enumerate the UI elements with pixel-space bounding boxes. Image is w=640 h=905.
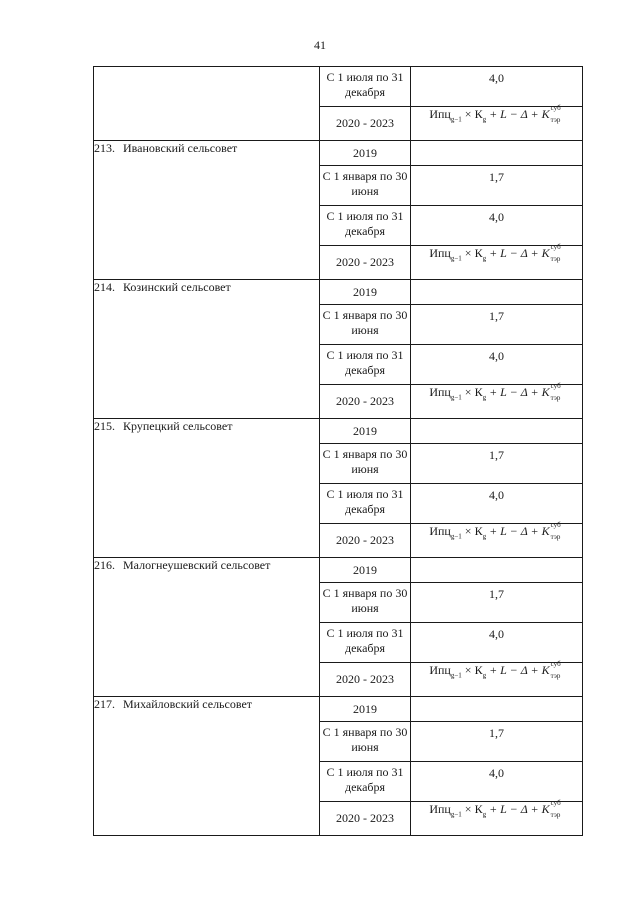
period-cell (320, 484, 411, 524)
entry-number: 216. (94, 558, 115, 572)
period-cell (320, 67, 411, 107)
period-cell (320, 444, 411, 484)
table-row (94, 280, 583, 305)
period-cell (320, 280, 411, 305)
tariff-table-body (94, 67, 583, 836)
table-row (94, 141, 583, 166)
settlement-name-cell (94, 67, 320, 141)
period-cell (320, 385, 411, 419)
period-cell (320, 663, 411, 697)
page-number: 41 (314, 38, 326, 52)
formula-cell (411, 382, 583, 419)
period-cell (320, 141, 411, 166)
value-text: 4,0 (489, 210, 504, 224)
entry-number: 215. (94, 419, 115, 433)
period-cell (320, 802, 411, 836)
value-text: 1,7 (489, 726, 504, 740)
value-text: 4,0 (489, 71, 504, 85)
value-text (411, 141, 582, 145)
formula: $Ипц_{g-1} \times К_g + L - \Delta + K$ суб тэр (429, 243, 561, 263)
value-text: 1,7 (489, 309, 504, 323)
period-cell (320, 419, 411, 444)
settlement-name-cell (94, 558, 320, 697)
formula-cell (411, 799, 583, 836)
table-row (94, 419, 583, 444)
period-cell (320, 558, 411, 583)
value-cell (411, 444, 583, 484)
period-text: С 1 июля по 31 декабря (326, 765, 404, 794)
value-text (411, 280, 582, 284)
period-text: 2019 (353, 423, 377, 438)
period-text: 2020 - 2023 (336, 672, 394, 686)
period-text: 2020 - 2023 (336, 255, 394, 269)
entry-number: 214. (94, 280, 115, 294)
value-cell (411, 583, 583, 623)
settlement-name: Козинский сельсовет (123, 280, 231, 294)
value-text (411, 419, 582, 423)
period-cell (320, 246, 411, 280)
formula-cell (411, 521, 583, 558)
value-cell (411, 697, 583, 722)
table-row (94, 697, 583, 722)
value-text (411, 558, 582, 562)
value-text: 1,7 (489, 587, 504, 601)
period-text: 2019 (353, 145, 377, 160)
settlement-name: Ивановский сельсовет (123, 141, 238, 155)
tariff-table (93, 66, 583, 836)
period-cell (320, 583, 411, 623)
table-row (94, 558, 583, 583)
period-cell (320, 524, 411, 558)
value-text: 4,0 (489, 766, 504, 780)
value-text: 1,7 (489, 170, 504, 184)
period-text: 2020 - 2023 (336, 116, 394, 130)
entry-number: 217. (94, 697, 115, 711)
period-text: С 1 июля по 31 декабря (326, 209, 404, 238)
formula: $Ипц_{g-1} \times К_g + L - \Delta + K$ суб тэр (429, 521, 561, 541)
period-cell (320, 166, 411, 206)
value-text (411, 697, 582, 701)
value-cell (411, 558, 583, 583)
period-cell (320, 206, 411, 246)
formula-cell (411, 660, 583, 697)
formula: $Ипц_{g-1} \times К_g + L - \Delta + K$ суб тэр (429, 660, 561, 680)
period-text: 2020 - 2023 (336, 811, 394, 825)
period-text: С 1 июля по 31 декабря (326, 487, 404, 516)
settlement-name-cell (94, 280, 320, 419)
period-cell (320, 107, 411, 141)
period-text: С 1 июля по 31 декабря (326, 626, 404, 655)
period-cell (320, 697, 411, 722)
value-cell (411, 280, 583, 305)
period-text: 2019 (353, 562, 377, 577)
period-text: С 1 июля по 31 декабря (326, 70, 404, 99)
value-text: 4,0 (489, 349, 504, 363)
period-text: С 1 января по 30 июня (322, 308, 408, 337)
settlement-name-cell (94, 419, 320, 558)
period-text: С 1 июля по 31 декабря (326, 348, 404, 377)
settlement-name-cell (94, 141, 320, 280)
formula-cell (411, 243, 583, 280)
table-row (94, 67, 583, 107)
formula-cell (411, 104, 583, 141)
formula: $Ипц_{g-1} \times К_g + L - \Delta + K$ суб тэр (429, 799, 561, 819)
period-text: С 1 января по 30 июня (322, 586, 408, 615)
period-text: 2020 - 2023 (336, 533, 394, 547)
value-text: 1,7 (489, 448, 504, 462)
period-text: С 1 января по 30 июня (322, 725, 408, 754)
formula: $Ипц_{g-1} \times К_g + L - \Delta + K$ суб тэр (429, 104, 561, 124)
value-cell (411, 166, 583, 206)
period-text: 2019 (353, 701, 377, 716)
formula: $Ипц_{g-1} \times К_g + L - \Delta + K$ суб тэр (429, 382, 561, 402)
settlement-name-cell (94, 697, 320, 836)
period-cell (320, 305, 411, 345)
entry-number: 213. (94, 141, 115, 155)
period-cell (320, 722, 411, 762)
period-cell (320, 623, 411, 663)
settlement-name: Крупецкий сельсовет (123, 419, 233, 433)
value-text: 4,0 (489, 627, 504, 641)
value-cell (411, 722, 583, 762)
value-cell (411, 141, 583, 166)
settlement-name: Малогнеушевский сельсовет (123, 558, 271, 572)
value-text: 4,0 (489, 488, 504, 502)
settlement-name: Михайловский сельсовет (123, 697, 253, 711)
period-text: 2019 (353, 284, 377, 299)
period-text: С 1 января по 30 июня (322, 447, 408, 476)
value-cell (411, 305, 583, 345)
period-cell (320, 345, 411, 385)
period-cell (320, 762, 411, 802)
period-text: С 1 января по 30 июня (322, 169, 408, 198)
period-text: 2020 - 2023 (336, 394, 394, 408)
value-cell (411, 419, 583, 444)
